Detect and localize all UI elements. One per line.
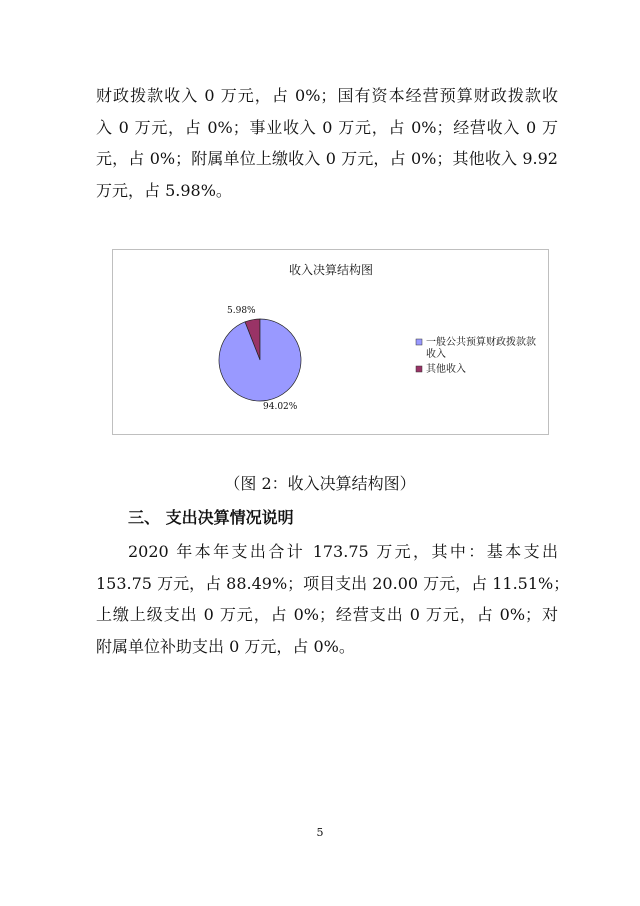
paragraph-income-continued [96, 80, 558, 206]
legend-label-line: 一般公共预算财政拨款款 [426, 337, 536, 348]
paragraph-line: 万元，占 5.98%。 [96, 180, 232, 200]
paragraph-line: 财政拨款收入 0 万元，占 0%；国有资本经营预算财政拨款收 [96, 86, 558, 105]
chart-title: 收入决算结构图 [288, 263, 374, 277]
section-heading: 三、 支出决算情况说明 [128, 508, 294, 527]
legend [416, 335, 539, 375]
data-label-other-income: 5.98% [227, 306, 256, 316]
paragraph-line: 153.75 万元，占 88.49%；项目支出 20.00 万元，占 11.51%； [96, 573, 570, 593]
paragraph-line: 上缴上级支出 0 万元，占 0%；经营支出 0 万元，占 0%；对 [96, 605, 558, 624]
pie-slice-general-budget [219, 319, 301, 401]
pie-slices [219, 319, 301, 401]
paragraph-line: 入 0 万元，占 0%；事业收入 0 万元，占 0%；经营收入 0 万 [96, 117, 558, 137]
legend-label-line: 其他收入 [426, 364, 466, 375]
paragraph-line: 元，占 0%；附属单位上缴收入 0 万元，占 0%；其他收入 9.92 [96, 149, 558, 168]
legend-swatch-other-income [416, 366, 422, 372]
legend-label-line: 收入 [426, 349, 446, 360]
legend-swatch-general-budget [416, 339, 422, 345]
paragraph-line: 2020 年本年支出合计 173.75 万元，其中：基本支出 [128, 542, 558, 561]
page-number: 5 [316, 826, 324, 839]
income-pie-chart [112, 249, 549, 435]
legend-label-other-income [426, 362, 466, 375]
figure-caption: （图 2：收入决算结构图） [224, 474, 416, 493]
legend-label-general-budget [426, 335, 539, 360]
data-label-general-budget: 94.02% [263, 402, 298, 412]
paragraph-line: 附属单位补助支出 0 万元，占 0%。 [96, 636, 355, 656]
chart-canvas [113, 250, 550, 436]
paragraph-expenditure [96, 536, 570, 662]
